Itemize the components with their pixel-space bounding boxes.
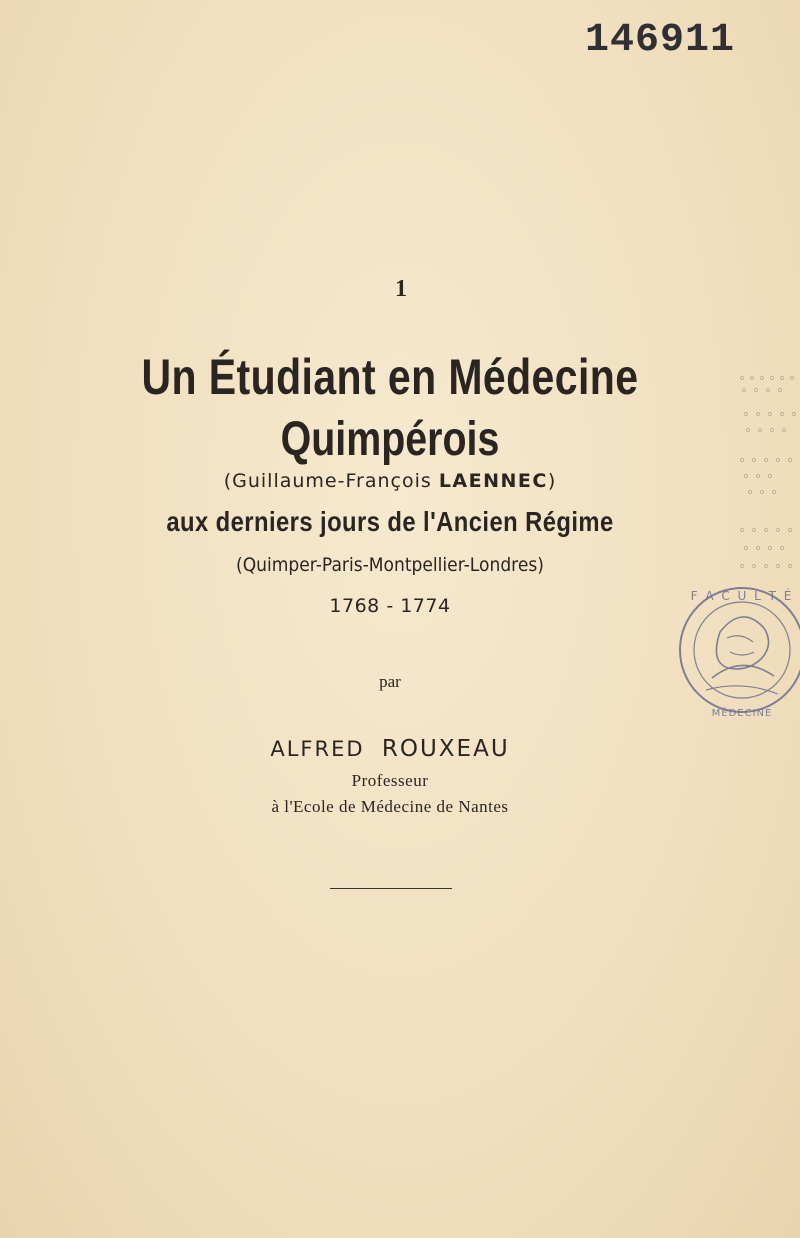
author-institution: à l'Ecole de Médecine de Nantes: [271, 797, 509, 816]
author-role: Professeur: [351, 771, 429, 790]
author-name: [0, 736, 780, 762]
subtitle: aux derniers jours de l'Ancien Régime: [166, 506, 614, 537]
places: (Quimper-Paris-Montpellier-Londres): [236, 554, 544, 576]
chapter-number: 1: [395, 276, 407, 302]
shelf-number: 146911: [584, 18, 736, 63]
author-last-name: ROUXEAU: [381, 736, 510, 762]
subject-given-names: Guillaume-François: [232, 470, 432, 492]
faculty-seal-stamp: [672, 560, 800, 740]
title-line-1: Un Étudiant en Médecine: [141, 349, 639, 405]
subject-surname: LAENNEC: [438, 470, 548, 492]
by-label: par: [379, 672, 401, 691]
svg-text:MÉDECINE: MÉDECINE: [711, 708, 773, 719]
divider-rule: [330, 888, 452, 889]
svg-text:F A C U L T É: F A C U L T É: [690, 589, 794, 603]
close-paren: ): [547, 470, 557, 492]
open-paren: (: [223, 470, 233, 492]
author-first-name: ALFRED: [270, 737, 365, 761]
title-line-2: Quimpérois: [280, 413, 500, 466]
subject-name: [0, 470, 780, 492]
dates: 1768 - 1774: [329, 595, 451, 617]
